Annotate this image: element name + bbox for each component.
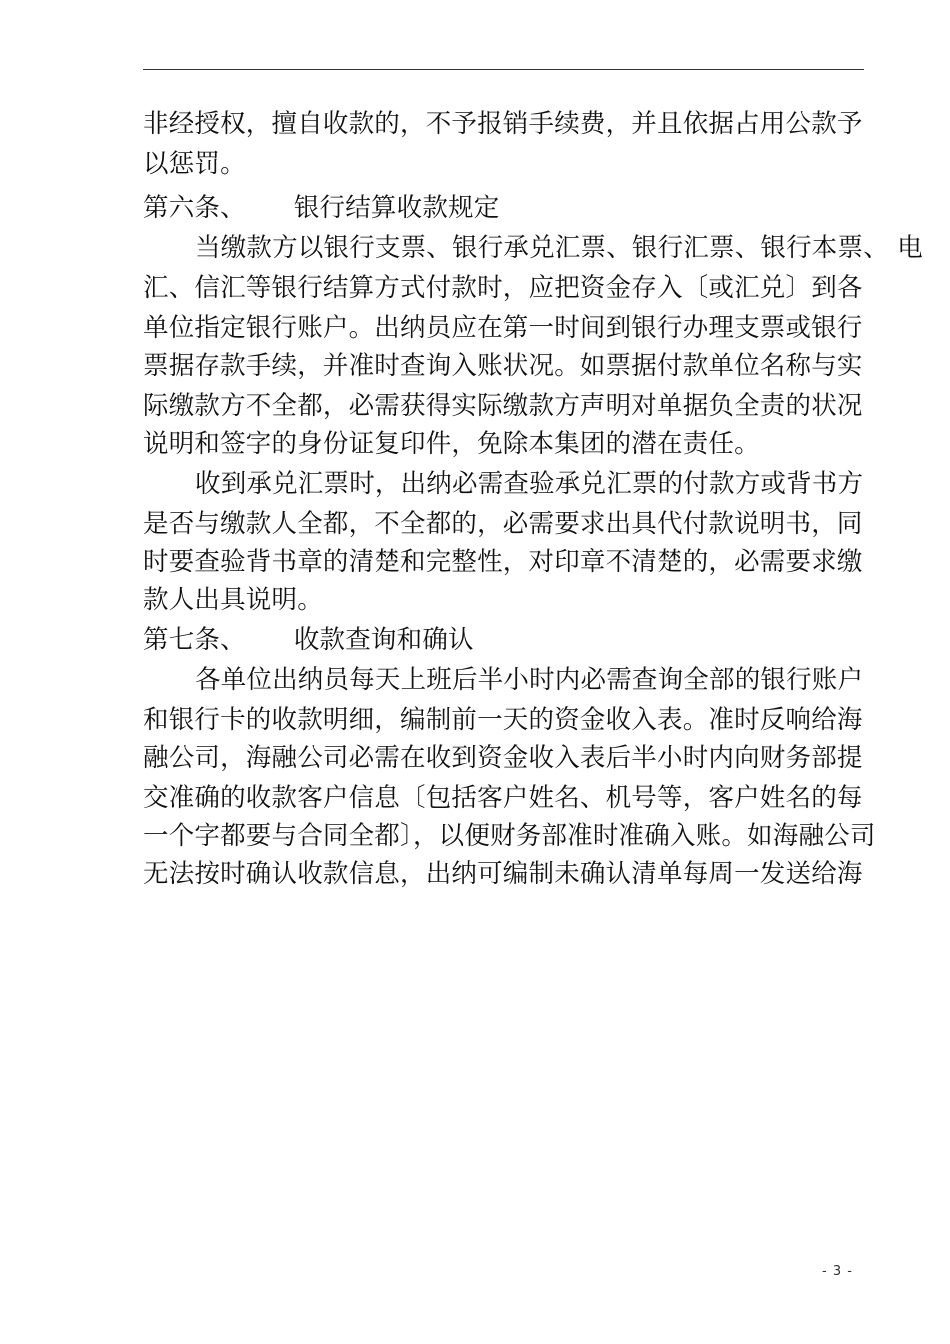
body-text-line: 汇、信汇等银行结算方式付款时，应把资金存入〔或汇兑〕到各 — [143, 273, 863, 303]
body-text-line: 融公司，海融公司必需在收到资金收入表后半小时内向财务部提 — [143, 743, 863, 773]
body-text-line: 单位指定银行账户。出纳员应在第一时间到银行办理支票或银行 — [143, 313, 863, 343]
body-text-line: 非经授权，擅自收款的，不予报销手续费，并且依据占用公款予 — [143, 109, 863, 139]
page-number: - 3 - — [822, 1264, 853, 1279]
body-text-line: 票据存款手续，并准时查询入账状况。如票据付款单位名称与实 — [143, 351, 863, 381]
article-heading-6 — [143, 189, 499, 227]
article-heading-7 — [143, 621, 474, 659]
body-text-line: 说明和签字的身份证复印件，免除本集团的潜在责任。 — [143, 429, 760, 459]
body-text-line: 无法按时确认收款信息，出纳可编制未确认清单每周一发送给海 — [143, 859, 863, 889]
header-divider — [143, 69, 864, 70]
body-text-line: 际缴款方不全都，必需获得实际缴款方声明对单据负全责的状况 — [143, 391, 863, 421]
article-title: 银行结算收款规定 — [293, 193, 500, 223]
paragraph-first-line: 当缴款方以银行支票、银行承兑汇票、银行汇票、银行本票、 电 — [195, 233, 923, 263]
paragraph-first-line: 各单位出纳员每天上班后半小时内必需查询全部的银行账户 — [195, 665, 864, 695]
paragraph-first-line: 收到承兑汇票时，出纳必需查验承兑汇票的付款方或背书方 — [195, 469, 864, 499]
body-text-line: 是否与缴款人全都，不全都的，必需要求出具代付款说明书，同 — [143, 509, 863, 539]
body-text-line: 一个字都要与合同全都〕，以便财务部准时准确入账。如海融公司 — [143, 821, 876, 851]
body-text-line: 以惩罚。 — [143, 149, 246, 179]
body-text-line: 交准确的收款客户信息〔包括客户姓名、机号等，客户姓名的每 — [143, 783, 863, 813]
body-text-line: 款人出具说明。 — [143, 585, 323, 615]
article-title: 收款查询和确认 — [293, 625, 474, 655]
body-text-line: 时要查验背书章的清楚和完整性，对印章不清楚的，必需要求缴 — [143, 547, 863, 577]
article-number: 第六条、 — [143, 193, 246, 223]
article-number: 第七条、 — [143, 625, 246, 655]
body-text-line: 和银行卡的收款明细，编制前一天的资金收入表。准时反响给海 — [143, 705, 863, 735]
